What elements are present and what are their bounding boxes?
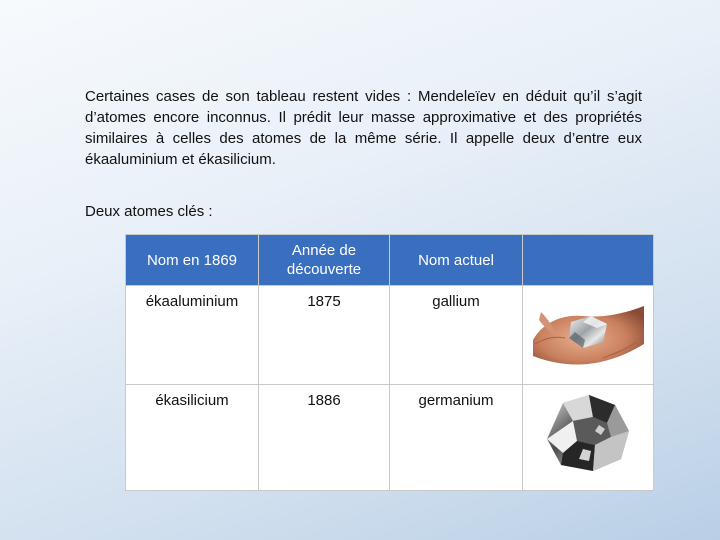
header-name-1869: Nom en 1869 (126, 235, 259, 286)
intro-paragraph: Certaines cases de son tableau restent vides : Mendeleïev en déduit qu’il s’agit d’atomes encore inconnus. Il prédit leur masse approximative et des propriétés similaires à celles des atomes de la même série. Il appelle deux d’entre eux ékaaluminium et ékasilicium. (85, 88, 642, 168)
table-row (126, 286, 654, 385)
cell-image (523, 385, 654, 491)
cell-name-1869: ékasilicium (126, 385, 259, 491)
cell-image (523, 286, 654, 385)
elements-table (125, 234, 654, 491)
table-caption: Deux atomes clés : (85, 203, 213, 220)
cell-name-1869: ékaaluminium (126, 286, 259, 385)
germanium-crystal-image (533, 391, 644, 471)
header-discovery-year: Année de découverte (259, 235, 390, 286)
cell-current-name: gallium (390, 286, 523, 385)
header-image (523, 235, 654, 286)
table-header-row (126, 235, 654, 286)
cell-discovery-year: 1886 (259, 385, 390, 491)
cell-current-name: germanium (390, 385, 523, 491)
table-row (126, 385, 654, 491)
header-current-name: Nom actuel (390, 235, 523, 286)
gallium-in-hand-image (533, 292, 644, 372)
cell-discovery-year: 1875 (259, 286, 390, 385)
